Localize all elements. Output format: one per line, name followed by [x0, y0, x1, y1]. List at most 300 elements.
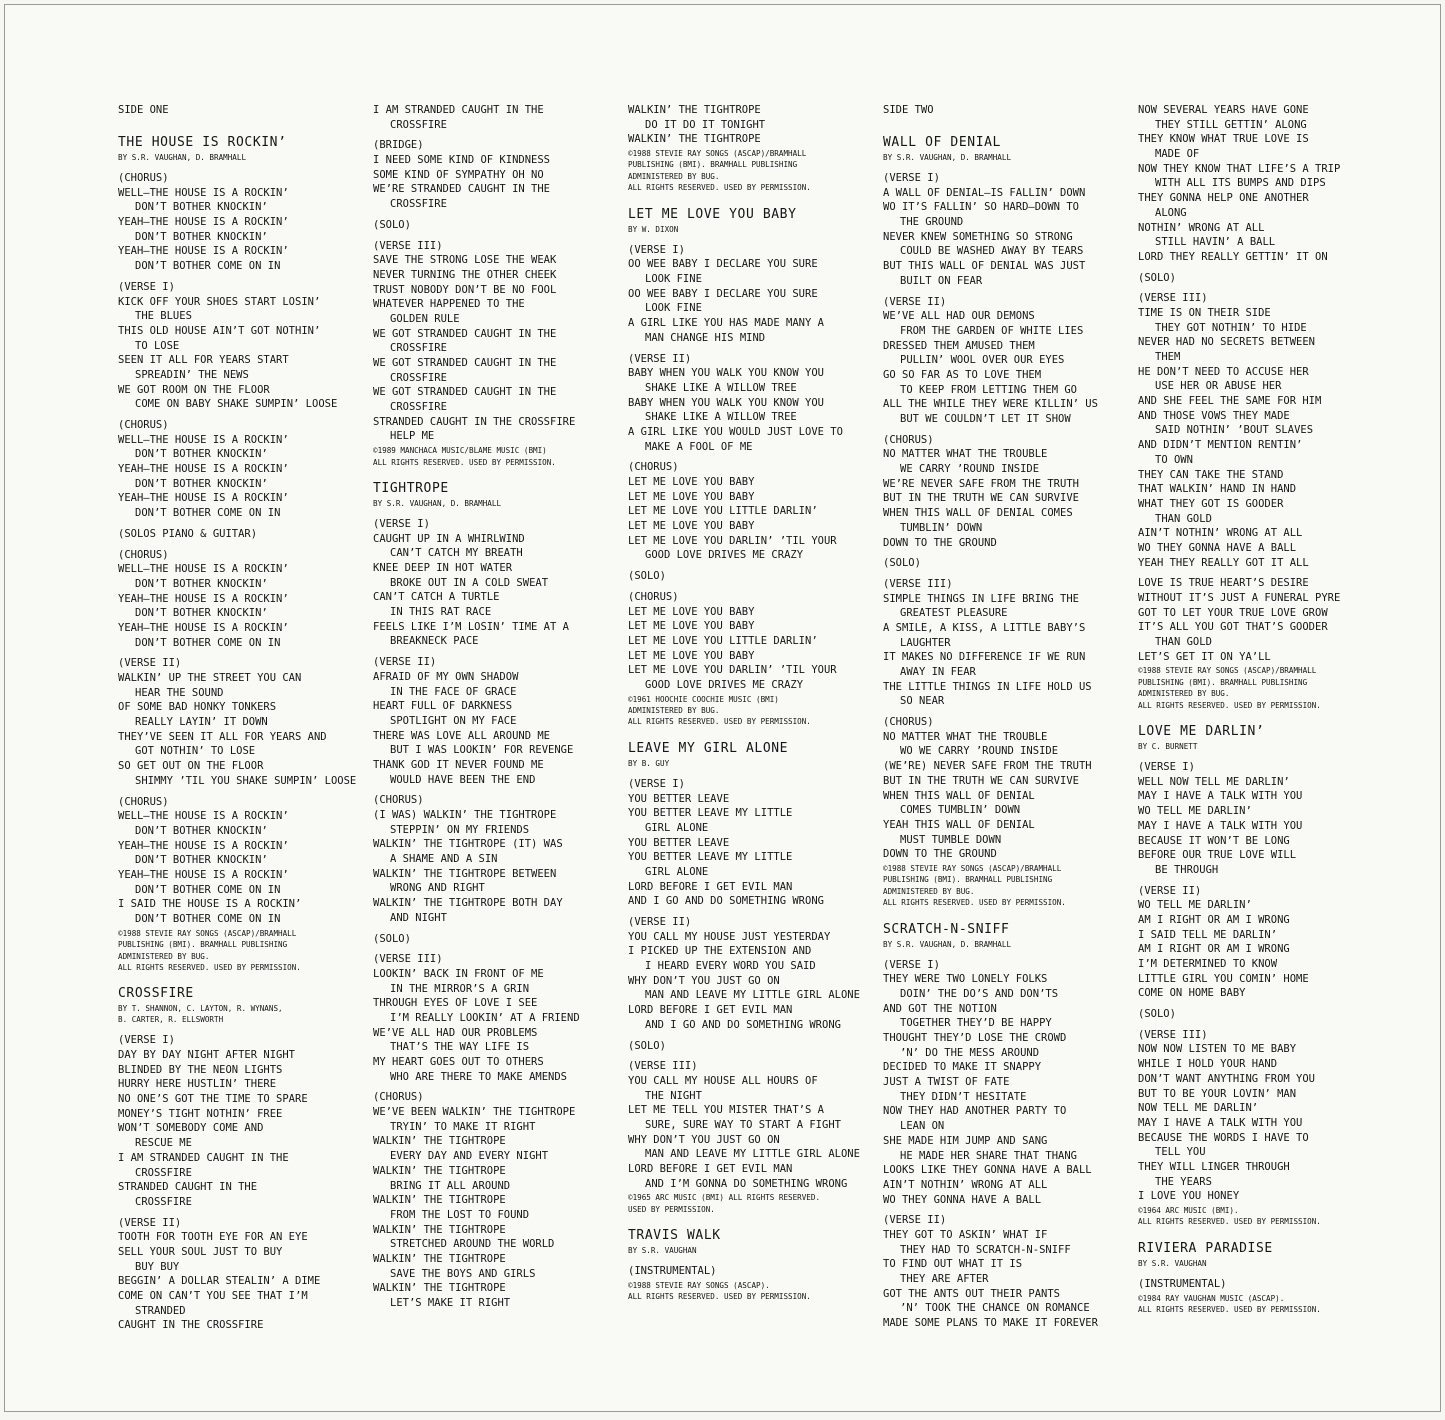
- lyric-line: YEAH–THE HOUSE IS A ROCKIN’: [118, 245, 289, 258]
- lyric-line: WELL NOW TELL ME DARLIN’: [1138, 775, 1290, 788]
- lyric-line: JUST A TWIST OF FATE: [883, 1076, 1010, 1089]
- side-heading: SIDE TWO: [883, 104, 934, 116]
- lyric-line: (INSTRUMENTAL): [1138, 1277, 1227, 1290]
- lyric-line: BUT TO BE YOUR LOVIN’ MAN: [1138, 1087, 1297, 1100]
- lyric-line: WE’VE BEEN WALKIN’ THE TIGHTROPE: [373, 1106, 576, 1119]
- lyric-line: PULLIN’ WOOL OVER OUR EYES: [900, 354, 1065, 367]
- lyric-line: (VERSE I): [118, 1034, 175, 1047]
- lyric-line: OO WEE BABY I DECLARE YOU SURE: [628, 258, 818, 271]
- lyric-line: (VERSE I): [628, 243, 685, 256]
- lyric-line: COME ON CAN’T YOU SEE THAT I’M: [118, 1290, 308, 1302]
- song-block: [883, 921, 1125, 1331]
- lyric-line: (VERSE II): [883, 295, 947, 308]
- lyric-line: I NEED SOME KIND OF KINDNESS: [373, 154, 551, 167]
- lyric-line: WALKIN’ THE TIGHTROPE BETWEEN: [373, 867, 557, 880]
- lyric-line: COMES TUMBLIN’ DOWN: [900, 804, 1021, 817]
- copyright-notice: ©1961 HOOCHIE COOCHIE MUSIC (BMI) ADMINISTERED BY BUG. ALL RIGHTS RESERVED. USED BY PERMISSION.: [628, 694, 811, 727]
- lyric-line: YEAH–THE HOUSE IS A ROCKIN’: [118, 839, 289, 852]
- lyric-line: CAN’T CATCH A TURTLE: [373, 591, 500, 604]
- lyric-line: (CHORUS): [118, 419, 169, 431]
- lyric-line: I’M DETERMINED TO KNOW: [1138, 958, 1278, 970]
- copyright-notice: ©1988 STEVIE RAY SONGS (ASCAP)/BRAMHALL PUBLISHING (BMI). BRAMHALL PUBLISHING ADMINISTERED BY BUG. ALL RIGHTS RESERVED. USED BY PERMISSION.: [628, 149, 811, 193]
- lyric-line: WRONG AND RIGHT: [390, 882, 485, 895]
- lyric-line: WO TELL ME DARLIN’: [1138, 899, 1252, 912]
- song-block: [628, 1227, 870, 1303]
- lyric-line: THAT WALKIN’ HAND IN HAND: [1138, 483, 1297, 496]
- lyric-line: THE BLUES: [135, 310, 192, 323]
- lyric-line: WOULD HAVE BEEN THE END: [390, 773, 536, 786]
- lyric-line: WHAT THEY GOT IS GOODER: [1138, 497, 1284, 510]
- lyric-line: DON’T BOTHER KNOCKIN’: [135, 230, 268, 243]
- lyric-line: BREAKNECK PACE: [390, 635, 479, 648]
- lyric-line: CAUGHT IN THE CROSSFIRE: [118, 1319, 264, 1332]
- lyric-line: IT MAKES NO DIFFERENCE IF WE RUN: [883, 651, 1086, 664]
- lyric-line: TO FIND OUT WHAT IT IS: [883, 1258, 1023, 1271]
- lyric-line: GOOD LOVE DRIVES ME CRAZY: [645, 678, 804, 691]
- lyric-line: HEART FULL OF DARKNESS: [373, 700, 513, 713]
- copyright-notice: ©1988 STEVIE RAY SONGS (ASCAP)/BRAMHALL PUBLISHING (BMI). BRAMHALL PUBLISHING ADMINISTERED BY BUG. ALL RIGHTS RESERVED. USED BY PERMISSION.: [118, 928, 301, 972]
- song-credit: BY S.R. VAUGHAN: [628, 1246, 697, 1256]
- lyric-line: SHE MADE HIM JUMP AND SANG: [883, 1134, 1048, 1147]
- lyric-line: SHAKE LIKE A WILLOW TREE: [645, 411, 797, 424]
- lyric-line: STILL HAVIN’ A BALL: [1155, 236, 1276, 249]
- lyric-line: DOWN TO THE GROUND: [883, 848, 997, 861]
- song-title: RIVIERA PARADISE: [1138, 1240, 1273, 1256]
- song-block: [373, 480, 615, 1311]
- lyric-line: LET ME LOVE YOU LITTLE DARLIN’: [628, 505, 818, 518]
- lyric-line: DON’T BOTHER KNOCKIN’: [135, 448, 268, 461]
- lyric-line: YEAH–THE HOUSE IS A ROCKIN’: [118, 216, 289, 229]
- lyric-line: BABY WHEN YOU WALK YOU KNOW YOU: [628, 396, 824, 409]
- lyric-line: THE GROUND: [900, 216, 964, 229]
- lyric-line: WE GOT STRANDED CAUGHT IN THE: [373, 357, 557, 369]
- lyric-line: SPOTLIGHT ON MY FACE: [390, 714, 517, 727]
- lyric-line: THOUGHT THEY’D LOSE THE CROWD: [883, 1032, 1067, 1044]
- lyric-line: MADE SOME PLANS TO MAKE IT FOREVER: [883, 1317, 1098, 1330]
- lyric-line: A WALL OF DENIAL–IS FALLIN’ DOWN: [883, 186, 1086, 199]
- lyric-line: DON’T BOTHER KNOCKIN’: [135, 854, 268, 867]
- lyric-line: AND DIDN’T MENTION RENTIN’: [1138, 439, 1303, 452]
- lyric-line: AM I RIGHT OR AM I WRONG: [1138, 943, 1290, 956]
- lyric-line: (CHORUS): [118, 548, 169, 561]
- lyric-line: NO MATTER WHAT THE TROUBLE: [883, 448, 1048, 461]
- lyric-line: NEVER HAD NO SECRETS BETWEEN: [1138, 336, 1316, 349]
- lyric-line: YOU CALL MY HOUSE JUST YESTERDAY: [628, 930, 831, 943]
- copyright-notice: ©1989 MANCHACA MUSIC/BLAME MUSIC (BMI) ALL RIGHTS RESERVED. USED BY PERMISSION.: [373, 446, 556, 467]
- lyric-line: WALKIN’ THE TIGHTROPE: [373, 1252, 506, 1265]
- lyric-line: WHY DON’T YOU JUST GO ON: [628, 974, 780, 987]
- lyric-line: COME ON HOME BABY: [1138, 987, 1246, 1000]
- lyric-line: YOU BETTER LEAVE MY LITTLE: [628, 851, 793, 864]
- lyric-line: WALKIN’ THE TIGHTROPE: [373, 1164, 506, 1177]
- song-credit: BY B. GUY: [628, 758, 670, 768]
- lyric-line: LET ME LOVE YOU BABY: [628, 620, 755, 633]
- lyric-line: (VERSE I): [628, 777, 685, 790]
- lyric-line: WALKIN’ THE TIGHTROPE: [628, 133, 761, 146]
- lyric-line: (VERSE I): [118, 280, 175, 293]
- lyric-line: (VERSE I): [883, 958, 940, 971]
- song-title: LEAVE MY GIRL ALONE: [628, 740, 789, 756]
- lyric-line: I SAID THE HOUSE IS A ROCKIN’: [118, 898, 302, 911]
- song-block: [1138, 1240, 1380, 1316]
- lyric-line: WALKIN’ THE TIGHTROPE (IT) WAS: [373, 838, 563, 851]
- lyric-line: STRETCHED AROUND THE WORLD: [390, 1238, 555, 1251]
- copyright-notice: ©1965 ARC MUSIC (BMI) ALL RIGHTS RESERVED. USED BY PERMISSION.: [628, 1193, 821, 1214]
- lyric-line: THAT’S THE WAY LIFE IS: [390, 1041, 530, 1054]
- lyric-line: MAN AND LEAVE MY LITTLE GIRL ALONE: [645, 989, 860, 1002]
- lyric-line: OO WEE BABY I DECLARE YOU SURE: [628, 287, 818, 300]
- lyric-line: NEVER KNEW SOMETHING SO STRONG: [883, 230, 1073, 243]
- lyric-line: LORD BEFORE I GET EVIL MAN: [628, 1004, 793, 1017]
- lyric-line: BUILT ON FEAR: [900, 274, 983, 287]
- lyric-column: [373, 103, 615, 1311]
- copyright-notice: ©1988 STEVIE RAY SONGS (ASCAP)/BRAMHALL PUBLISHING (BMI). BRAMHALL PUBLISHING ADMINISTERED BY BUG. ALL RIGHTS RESERVED. USED BY PERMISSION.: [1138, 666, 1321, 710]
- lyric-line: LET ME LOVE YOU BABY: [628, 649, 755, 662]
- lyric-line: WALKIN’ THE TIGHTROPE: [373, 1194, 506, 1207]
- lyric-line: WHO ARE THERE TO MAKE AMENDS: [390, 1070, 568, 1083]
- lyric-line: THAN GOLD: [1155, 512, 1212, 525]
- lyric-line: THEY DIDN’T HESITATE: [900, 1090, 1027, 1103]
- lyric-line: YEAH–THE HOUSE IS A ROCKIN’: [118, 492, 289, 505]
- lyric-line: THE NIGHT: [645, 1089, 702, 1102]
- lyric-line: YEAH–THE HOUSE IS A ROCKIN’: [118, 868, 289, 881]
- lyric-line: WALKIN’ THE TIGHTROPE: [373, 1282, 506, 1295]
- lyric-line: THEY WILL LINGER THROUGH: [1138, 1160, 1290, 1173]
- lyric-line: DON’T BOTHER KNOCKIN’: [135, 607, 268, 620]
- lyric-line: I SAID TELL ME DARLIN’: [1138, 928, 1278, 941]
- lyric-line: AND NIGHT: [390, 911, 447, 924]
- song-title: TIGHTROPE: [373, 480, 449, 496]
- lyric-line: (SOLO): [883, 557, 921, 570]
- lyric-line: WON’T SOMEBODY COME AND: [118, 1122, 264, 1135]
- lyric-line: DON’T BOTHER COME ON IN: [135, 883, 281, 896]
- lyric-line: WE’VE ALL HAD OUR DEMONS: [883, 310, 1035, 323]
- lyric-line: WALKIN’ UP THE STREET YOU CAN: [118, 672, 302, 684]
- lyric-line: BE THROUGH: [1155, 863, 1219, 876]
- lyric-line: BECAUSE THE WORDS I HAVE TO: [1138, 1131, 1309, 1144]
- lyric-line: WE’RE NEVER SAFE FROM THE TRUTH: [883, 477, 1079, 490]
- song-title: LET ME LOVE YOU BABY: [628, 206, 797, 222]
- lyric-line: DO IT DO IT TONIGHT: [645, 118, 766, 131]
- lyric-line: CROSSFIRE: [390, 371, 447, 384]
- lyric-line: CROSSFIRE: [390, 401, 447, 414]
- lyric-line: NO ONE’S GOT THE TIME TO SPARE: [118, 1093, 308, 1106]
- lyric-line: TOGETHER THEY’D BE HAPPY: [900, 1017, 1052, 1030]
- song-credit: BY S.R. VAUGHAN, D. BRAMHALL: [883, 153, 1012, 162]
- lyric-line: IN THE FACE OF GRACE: [390, 685, 517, 698]
- lyric-line: YOU BETTER LEAVE: [628, 836, 730, 849]
- lyric-line: DAY BY DAY NIGHT AFTER NIGHT: [118, 1049, 296, 1061]
- lyric-line: NOW SEVERAL YEARS HAVE GONE: [1138, 104, 1309, 116]
- lyric-line: (VERSE III): [1138, 292, 1208, 305]
- lyric-line: THERE WAS LOVE ALL AROUND ME: [373, 729, 551, 742]
- song-block: [628, 206, 870, 728]
- lyric-line: DON’T BOTHER KNOCKIN’: [135, 824, 268, 837]
- lyric-line: YEAH THEY REALLY GOT IT ALL: [1138, 556, 1309, 569]
- lyric-line: DOIN’ THE DO’S AND DON’TS: [900, 987, 1059, 1000]
- lyric-line: (SOLO): [1138, 271, 1176, 284]
- lyric-line: WHILE I HOLD YOUR HAND: [1138, 1058, 1278, 1071]
- lyric-line: WO THEY GONNA HAVE A BALL: [883, 1193, 1042, 1206]
- song-block: [118, 134, 360, 973]
- lyric-line: WO TELL ME DARLIN’: [1138, 805, 1252, 818]
- lyric-line: CAN’T CATCH MY BREATH: [390, 547, 523, 560]
- lyric-line: HELP ME: [390, 430, 435, 443]
- lyric-line: GOT TO LET YOUR TRUE LOVE GROW: [1138, 606, 1328, 619]
- lyric-line: AND GOT THE NOTION: [883, 1002, 997, 1015]
- lyric-line: DOWN TO THE GROUND: [883, 536, 997, 549]
- lyric-line: (CHORUS): [883, 433, 934, 446]
- lyric-line: FROM THE GARDEN OF WHITE LIES: [900, 324, 1084, 337]
- lyric-line: (SOLO): [628, 570, 666, 583]
- lyric-line: NOW THEY KNOW THAT LIFE’S A TRIP: [1138, 162, 1341, 175]
- lyric-column: [883, 103, 1125, 1331]
- lyric-line: AFRAID OF MY OWN SHADOW: [373, 670, 519, 683]
- lyric-line: CROSSFIRE: [390, 342, 447, 355]
- lyric-line: AIN’T NOTHIN’ WRONG AT ALL: [1138, 527, 1303, 540]
- lyric-line: AM I RIGHT OR AM I WRONG: [1138, 913, 1290, 926]
- lyric-line: (CHORUS): [118, 172, 169, 184]
- lyric-line: (I WAS) WALKIN’ THE TIGHTROPE: [373, 809, 557, 821]
- lyric-line: I AM STRANDED CAUGHT IN THE: [118, 1151, 289, 1164]
- song-block: [628, 740, 870, 1215]
- lyric-line: MAY I HAVE A TALK WITH YOU: [1138, 790, 1303, 803]
- lyric-line: CROSSFIRE: [390, 198, 447, 211]
- lyric-line: (BRIDGE): [373, 139, 424, 152]
- lyric-line: OF SOME BAD HONKY TONKERS: [118, 701, 277, 714]
- song-title: WALL OF DENIAL: [883, 135, 1001, 150]
- lyric-line: THEY GOT TO ASKIN’ WHAT IF: [883, 1228, 1048, 1241]
- lyric-line: (VERSE I): [883, 172, 940, 184]
- lyric-line: THE LITTLE THINGS IN LIFE HOLD US: [883, 680, 1092, 693]
- lyric-line: SAID NOTHIN’ ’BOUT SLAVES: [1155, 424, 1314, 437]
- lyric-line: TRUST NOBODY DON’T BE NO FOOL: [373, 283, 557, 296]
- lyric-line: BEGGIN’ A DOLLAR STEALIN’ A DIME: [118, 1275, 321, 1288]
- lyric-line: (CHORUS): [628, 590, 679, 603]
- lyric-line: WO IT’S FALLIN’ SO HARD–DOWN TO: [883, 201, 1079, 214]
- lyric-line: COULD BE WASHED AWAY BY TEARS: [900, 245, 1084, 258]
- lyric-line: A SMILE, A KISS, A LITTLE BABY’S: [883, 621, 1086, 634]
- lyric-line: THEM: [1155, 351, 1181, 363]
- lyric-line: YEAH–THE HOUSE IS A ROCKIN’: [118, 463, 289, 476]
- lyric-line: LET ME LOVE YOU DARLIN’ ’TIL YOUR: [628, 534, 837, 547]
- lyric-line: SAVE THE BOYS AND GIRLS: [390, 1267, 536, 1280]
- lyric-line: (VERSE II): [118, 657, 182, 670]
- lyric-line: LITTLE GIRL YOU COMIN’ HOME: [1138, 972, 1309, 985]
- lyric-line: (CHORUS): [373, 1091, 424, 1104]
- song-title: TRAVIS WALK: [628, 1228, 721, 1244]
- lyric-line: TO KEEP FROM LETTING THEM GO: [900, 383, 1078, 396]
- lyric-line: BABY WHEN YOU WALK YOU KNOW YOU: [628, 367, 824, 380]
- song-credit: BY S.R. VAUGHAN, D. BRAMHALL: [118, 153, 247, 162]
- lyric-line: SAVE THE STRONG LOSE THE WEAK: [373, 254, 557, 267]
- lyric-line: AWAY IN FEAR: [900, 666, 976, 678]
- song-credit: BY W. DIXON: [628, 224, 679, 234]
- lyric-line: (SOLO): [1138, 1008, 1176, 1021]
- lyric-line: GREATEST PLEASURE: [900, 607, 1008, 620]
- lyric-line: (INSTRUMENTAL): [628, 1265, 717, 1278]
- lyric-line: (VERSE II): [628, 916, 692, 929]
- lyric-line: A GIRL LIKE YOU WOULD JUST LOVE TO: [628, 425, 843, 438]
- lyric-line: BUT I WAS LOOKIN’ FOR REVENGE: [390, 744, 574, 757]
- lyric-line: MAY I HAVE A TALK WITH YOU: [1138, 819, 1303, 832]
- lyric-line: (CHORUS): [118, 795, 169, 808]
- lyric-line: FROM THE LOST TO FOUND: [390, 1208, 530, 1221]
- lyric-line: (WE’RE) NEVER SAFE FROM THE TRUTH: [883, 760, 1092, 773]
- lyric-line: WE’RE STRANDED CAUGHT IN THE: [373, 183, 551, 196]
- lyric-line: MUST TUMBLE DOWN: [900, 833, 1002, 846]
- song-credit: BY S.R. VAUGHAN, D. BRAMHALL: [373, 498, 502, 508]
- song-title: CROSSFIRE: [118, 986, 194, 1002]
- lyric-line: (CHORUS): [373, 794, 424, 807]
- lyric-line: (CHORUS): [628, 461, 679, 474]
- lyric-line: LEAN ON: [900, 1120, 945, 1133]
- lyric-line: NOW THEY HAD ANOTHER PARTY TO: [883, 1105, 1067, 1118]
- lyric-line: THROUGH EYES OF LOVE I SEE: [373, 997, 538, 1010]
- lyric-line: SEEN IT ALL FOR YEARS START: [118, 354, 289, 367]
- lyric-line: WITHOUT IT’S JUST A FUNERAL PYRE: [1138, 592, 1341, 604]
- lyric-line: DON’T BOTHER KNOCKIN’: [135, 477, 268, 490]
- lyric-line: CROSSFIRE: [390, 118, 447, 131]
- lyric-line: SHAKE LIKE A WILLOW TREE: [645, 381, 797, 394]
- lyric-line: WE’VE ALL HAD OUR PROBLEMS: [373, 1026, 538, 1039]
- lyric-line: SHIMMY ’TIL YOU SHAKE SUMPIN’ LOOSE: [135, 774, 357, 787]
- lyric-line: KNEE DEEP IN HOT WATER: [373, 562, 513, 574]
- lyric-line: I LOVE YOU HONEY: [1138, 1190, 1240, 1203]
- lyric-line: ALL THE WHILE THEY WERE KILLIN’ US: [883, 398, 1098, 411]
- lyric-line: LET’S MAKE IT RIGHT: [390, 1297, 511, 1309]
- lyric-line: (VERSE III): [1138, 1028, 1208, 1041]
- lyric-line: I’M REALLY LOOKIN’ AT A FRIEND: [390, 1011, 580, 1024]
- lyric-line: THANK GOD IT NEVER FOUND ME: [373, 758, 544, 771]
- lyric-line: (SOLOS PIANO & GUITAR): [118, 527, 258, 540]
- lyric-line: (SOLO): [628, 1039, 666, 1052]
- lyric-line: AND I GO AND DO SOMETHING WRONG: [645, 1018, 841, 1031]
- copyright-notice: ©1988 STEVIE RAY SONGS (ASCAP). ALL RIGHTS RESERVED. USED BY PERMISSION.: [628, 1280, 811, 1302]
- lyric-line: MAKE A FOOL OF ME: [645, 440, 753, 453]
- lyric-line: A GIRL LIKE YOU HAS MADE MANY A: [628, 317, 824, 330]
- lyric-line: LOOK FINE: [645, 302, 702, 315]
- lyric-line: COME ON BABY SHAKE SUMPIN’ LOOSE: [135, 398, 338, 411]
- lyric-line: CAUGHT UP IN A WHIRLWIND: [373, 532, 525, 545]
- lyric-line: WE GOT STRANDED CAUGHT IN THE: [373, 386, 557, 399]
- lyric-line: I AM STRANDED CAUGHT IN THE: [373, 104, 544, 116]
- lyric-line: THAN GOLD: [1155, 636, 1212, 649]
- lyric-line: LET ME LOVE YOU LITTLE DARLIN’: [628, 634, 818, 647]
- song-block: [1138, 723, 1380, 1228]
- lyric-line: MAY I HAVE A TALK WITH YOU: [1138, 1116, 1303, 1129]
- lyric-line: DECIDED TO MAKE IT SNAPPY: [883, 1061, 1042, 1074]
- lyric-line: I HEARD EVERY WORD YOU SAID: [645, 960, 816, 973]
- song-block: [1138, 103, 1380, 711]
- lyric-line: WELL–THE HOUSE IS A ROCKIN’: [118, 810, 289, 823]
- lyric-line: LET’S GET IT ON YA’LL: [1138, 650, 1271, 663]
- lyric-line: SIMPLE THINGS IN LIFE BRING THE: [883, 592, 1079, 605]
- lyric-line: LET ME TELL YOU MISTER THAT’S A: [628, 1104, 824, 1117]
- lyric-line: LORD BEFORE I GET EVIL MAN: [628, 880, 793, 893]
- lyric-line: WO THEY GONNA HAVE A BALL: [1138, 541, 1297, 554]
- lyric-line: THEY WERE TWO LONELY FOLKS: [883, 973, 1048, 986]
- lyric-line: DON’T BOTHER KNOCKIN’: [135, 577, 268, 590]
- lyric-line: WO WE CARRY ’ROUND INSIDE: [900, 745, 1059, 758]
- lyric-line: GOT THE ANTS OUT THEIR PANTS: [883, 1287, 1061, 1300]
- lyric-line: DON’T BOTHER KNOCKIN’: [135, 201, 268, 214]
- lyric-line: GIRL ALONE: [645, 865, 709, 878]
- lyric-line: AND I’M GONNA DO SOMETHING WRONG: [645, 1177, 848, 1190]
- lyric-line: (CHORUS): [883, 716, 934, 729]
- lyric-line: WELL–THE HOUSE IS A ROCKIN’: [118, 186, 289, 199]
- lyric-line: FEELS LIKE I’M LOSIN’ TIME AT A: [373, 620, 569, 633]
- lyric-line: AND THOSE VOWS THEY MADE: [1138, 409, 1290, 422]
- lyric-line: WELL–THE HOUSE IS A ROCKIN’: [118, 563, 289, 576]
- lyric-line: (VERSE II): [883, 1214, 947, 1227]
- lyric-line: HE DON’T NEED TO ACCUSE HER: [1138, 365, 1309, 378]
- song-credit: BY C. BURNETT: [1138, 742, 1198, 752]
- lyric-line: REALLY LAYIN’ IT DOWN: [135, 716, 268, 729]
- lyric-line: WHEN THIS WALL OF DENIAL COMES: [883, 507, 1073, 520]
- lyric-line: YEAH–THE HOUSE IS A ROCKIN’: [118, 621, 289, 634]
- lyric-line: DON’T BOTHER COME ON IN: [135, 636, 281, 649]
- lyric-line: MY HEART GOES OUT TO OTHERS: [373, 1056, 544, 1068]
- song-credit: BY S.R. VAUGHAN: [1138, 1258, 1207, 1268]
- lyric-line: AND SHE FEEL THE SAME FOR HIM: [1138, 395, 1322, 408]
- lyric-line: SURE, SURE WAY TO START A FIGHT: [645, 1118, 841, 1131]
- song-block: [883, 134, 1125, 909]
- lyric-line: WE GOT ROOM ON THE FLOOR: [118, 383, 270, 396]
- lyric-line: (VERSE III): [883, 577, 953, 590]
- lyric-line: (SOLO): [373, 932, 411, 945]
- lyric-line: (VERSE I): [373, 517, 430, 530]
- lyric-line: WALKIN’ THE TIGHTROPE: [373, 1135, 506, 1148]
- lyric-line: BUT WE COULDN’T LET IT SHOW: [900, 413, 1071, 425]
- lyric-line: NO MATTER WHAT THE TROUBLE: [883, 730, 1048, 743]
- song-block: [373, 103, 615, 468]
- lyric-line: NOW TELL ME DARLIN’: [1138, 1102, 1259, 1115]
- lyric-line: GOOD LOVE DRIVES ME CRAZY: [645, 549, 804, 562]
- lyric-line: (VERSE II): [628, 352, 692, 365]
- lyric-line: DON’T WANT ANYTHING FROM YOU: [1138, 1072, 1316, 1085]
- lyric-line: DON’T BOTHER COME ON IN: [135, 260, 281, 273]
- song-title: LOVE ME DARLIN’: [1138, 724, 1265, 740]
- lyric-line: YOU BETTER LEAVE MY LITTLE: [628, 807, 793, 820]
- lyric-line: USE HER OR ABUSE HER: [1155, 380, 1282, 393]
- lyric-line: THE YEARS: [1155, 1175, 1212, 1188]
- lyric-line: WALKIN’ THE TIGHTROPE BOTH DAY: [373, 897, 563, 910]
- lyric-line: BLINDED BY THE NEON LIGHTS: [118, 1063, 283, 1076]
- lyric-line: DRESSED THEM AMUSED THEM: [883, 339, 1035, 352]
- lyric-line: NOTHIN’ WRONG AT ALL: [1138, 221, 1265, 234]
- lyric-line: SELL YOUR SOUL JUST TO BUY: [118, 1245, 283, 1258]
- lyric-line: WE CARRY ’ROUND INSIDE: [900, 463, 1040, 476]
- lyric-line: AIN’T NOTHIN’ WRONG AT ALL: [883, 1178, 1048, 1191]
- lyric-line: TRYIN’ TO MAKE IT RIGHT: [390, 1120, 536, 1133]
- lyric-line: SPREADIN’ THE NEWS: [135, 368, 249, 381]
- lyric-line: THEY KNOW WHAT TRUE LOVE IS: [1138, 133, 1309, 146]
- lyric-line: GO SO FAR AS TO LOVE THEM: [883, 368, 1042, 381]
- lyric-line: ALONG: [1155, 206, 1187, 219]
- lyric-line: TO OWN: [1155, 453, 1193, 466]
- lyric-line: LORD THEY REALLY GETTIN’ IT ON: [1138, 250, 1328, 263]
- lyric-line: KICK OFF YOUR SHOES START LOSIN’: [118, 295, 321, 308]
- lyric-line: LET ME LOVE YOU BABY: [628, 476, 755, 488]
- lyric-line: WELL–THE HOUSE IS A ROCKIN’: [118, 433, 289, 446]
- lyric-line: TUMBLIN’ DOWN: [900, 521, 983, 534]
- lyric-line: YOU CALL MY HOUSE ALL HOURS OF: [628, 1074, 818, 1087]
- lyric-line: BUT IN THE TRUTH WE CAN SURVIVE: [883, 492, 1079, 505]
- lyric-line: STRANDED CAUGHT IN THE: [118, 1181, 258, 1194]
- lyric-line: TO LOSE: [135, 339, 180, 352]
- lyric-line: YOU BETTER LEAVE: [628, 792, 730, 805]
